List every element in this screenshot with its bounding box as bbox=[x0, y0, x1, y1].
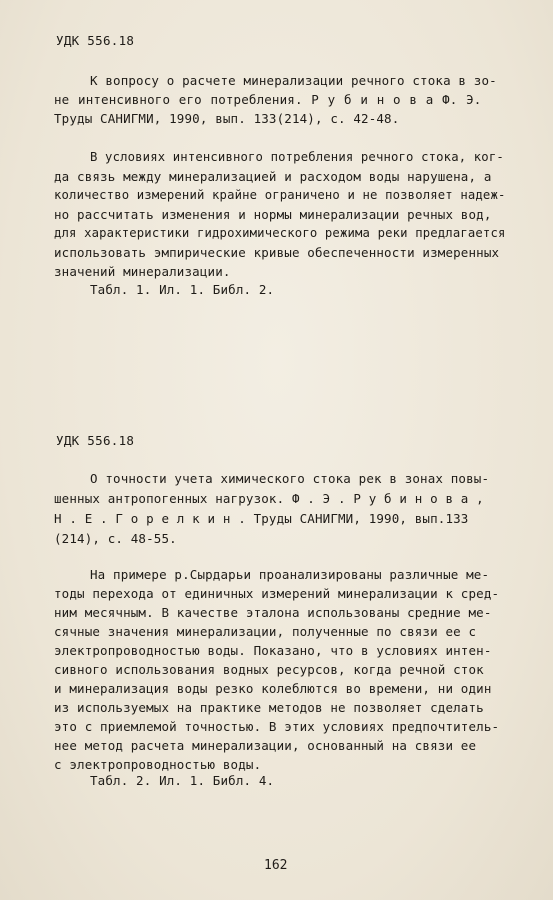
citation-line: К вопросу о расчете минерализации речного стока в зо- bbox=[90, 73, 497, 88]
refs-line-1: Табл. 1. Ил. 1. Библ. 2. bbox=[90, 282, 275, 297]
abstract-line: это с приемлемой точностью. В этих условиях предпочтитель- bbox=[54, 719, 500, 734]
citation-line: (214), с. 48-55. bbox=[54, 531, 177, 546]
refs-line-2: Табл. 2. Ил. 1. Библ. 4. bbox=[90, 773, 275, 788]
abstract-line: да связь между минерализацией и расходом воды нарушена, а bbox=[54, 169, 492, 184]
abstract-line: нее метод расчета минерализации, основанный на связи ее bbox=[54, 738, 477, 753]
abstract-line: и минерализация воды резко колеблются во времени, ни один bbox=[54, 681, 492, 696]
abstract-line: тоды перехода от единичных измерений минерализации к сред- bbox=[54, 586, 500, 601]
abstract-line: В условиях интенсивного потребления речного стока, ког- bbox=[90, 150, 504, 164]
abstract-line: электропроводностью воды. Показано, что в условиях интен- bbox=[54, 643, 492, 658]
udk-code-1: УДК 556.18 bbox=[56, 33, 135, 48]
abstract-line: На примере р.Сырдарьи проанализированы различные ме- bbox=[90, 567, 490, 582]
abstract-line: сячные значения минерализации, полученные по связи ее с bbox=[54, 624, 477, 639]
citation-line: шенных антропогенных нагрузок. Ф . Э . Р у б и н о в а , bbox=[54, 491, 484, 506]
abstract-line: значений минерализации. bbox=[54, 264, 231, 279]
abstract-line: количество измерений крайне ограничено и не позволяет надеж- bbox=[54, 188, 506, 202]
udk-code-2: УДК 556.18 bbox=[56, 433, 135, 448]
abstract-line: для характеристики гидрохимического режима реки предлагается bbox=[54, 226, 506, 240]
citation-line: О точности учета химического стока рек в зонах повы- bbox=[90, 471, 490, 486]
citation-line: не интенсивного его потребления. Р у б и н о в а Ф. Э. bbox=[54, 92, 482, 107]
abstract-line: ним месячным. В качестве эталона использованы средние ме- bbox=[54, 605, 492, 620]
abstract-line: с электропроводностью воды. bbox=[54, 757, 262, 772]
abstract-line: сивного использования водных ресурсов, когда речной сток bbox=[54, 662, 484, 677]
page-number: 162 bbox=[264, 858, 288, 873]
citation-line: Н . Е . Г о р е л к и н . Труды САНИГМИ, 1990, вып.133 bbox=[54, 511, 469, 526]
abstract-line: из используемых на практике методов не позволяет сделать bbox=[54, 700, 484, 715]
abstract-line: использовать эмпирические кривые обеспеченности измеренных bbox=[54, 245, 500, 260]
abstract-line: но рассчитать изменения и нормы минерализации речных вод, bbox=[54, 207, 492, 222]
citation-line: Труды САНИГМИ, 1990, вып. 133(214), с. 42-48. bbox=[54, 111, 400, 126]
